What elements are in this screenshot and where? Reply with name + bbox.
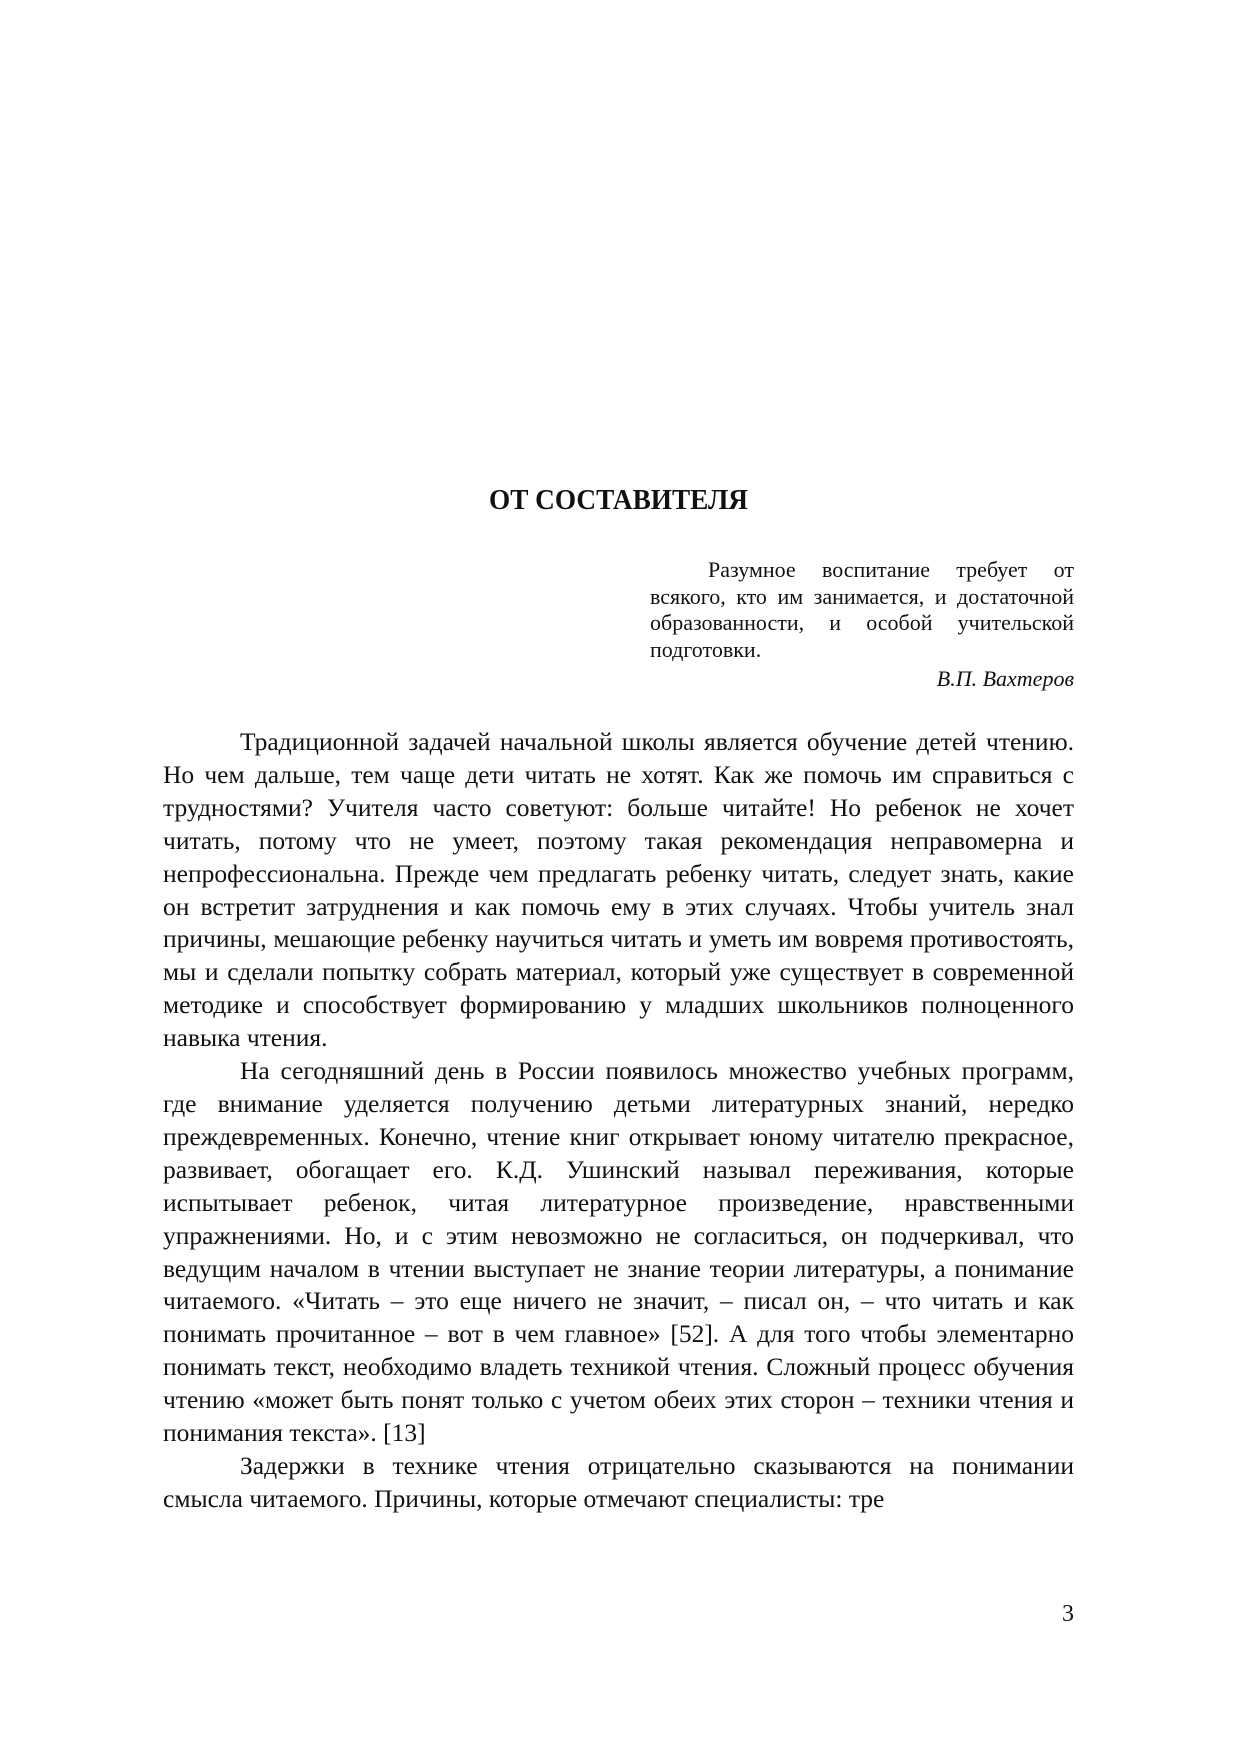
- page-number: 3: [1062, 1601, 1074, 1627]
- paragraph: Задержки в технике чтения отрицательно сказываются на понимании смысла читаемого. Причины, которые отмечают специалисты: тре: [163, 1450, 1074, 1513]
- epigraph: [650, 557, 1074, 693]
- paragraph: Традиционной задачей начальной школы является обучение детей чтению. Но чем дальше, тем чаще дети читать не хотят. Как же помочь им справиться с трудностями? Учителя часто советуют: больше читайте! Но ребенок не хочет читать, потому что не умеет, поэтому такая рекомендация неправомерна и непрофессиональна. Прежде чем предлагать ребенку читать, следует знать, какие он встретит затруднения и как помочь ему в этих случаях. Чтобы учитель знал причины, мешающие ребенку научиться читать и уметь им вовремя противостоять, мы и сделали попытку собрать материал, который уже существует в современной методике и способствует формированию у младших школьников полноценного навыка чтения.: [163, 727, 1074, 1053]
- epigraph-quote: Разумное воспитание требует от всякого, кто им занимается, и достаточной образованности, и особой учительской подготовки.: [650, 557, 1074, 663]
- page-title: ОТ СОСТАВИТЕЛЯ: [488, 484, 748, 516]
- paragraph: На сегодняшний день в России появилось множество учебных программ, где внимание уделяется получению детьми литературных знаний, нередко преждевременных. Конечно, чтение книг открывает юному читателю прекрасное, развивает, обогащает его. К.Д. Ушинский называл переживания, которые испытывает ребенок, читая литературное произведение, нравственными упражнениями. Но, и с этим невозможно не согласиться, он подчеркивал, что ведущим началом в чтении выступает не знание теории литературы, а понимание читаемого. «Читать – это еще ничего не значит, – писал он, – что читать и как понимать прочитанное – вот в чем главное» [52]. А для того чтобы элементарно понимать текст, необходимо владеть техникой чтения. Сложный процесс обучения чтению «может быть понят только с учетом обеих этих сторон – техники чтения и понимания текста». [13]: [163, 1056, 1074, 1448]
- body-text: [163, 726, 1074, 1516]
- epigraph-author: В.П. Вахтеров: [936, 665, 1074, 691]
